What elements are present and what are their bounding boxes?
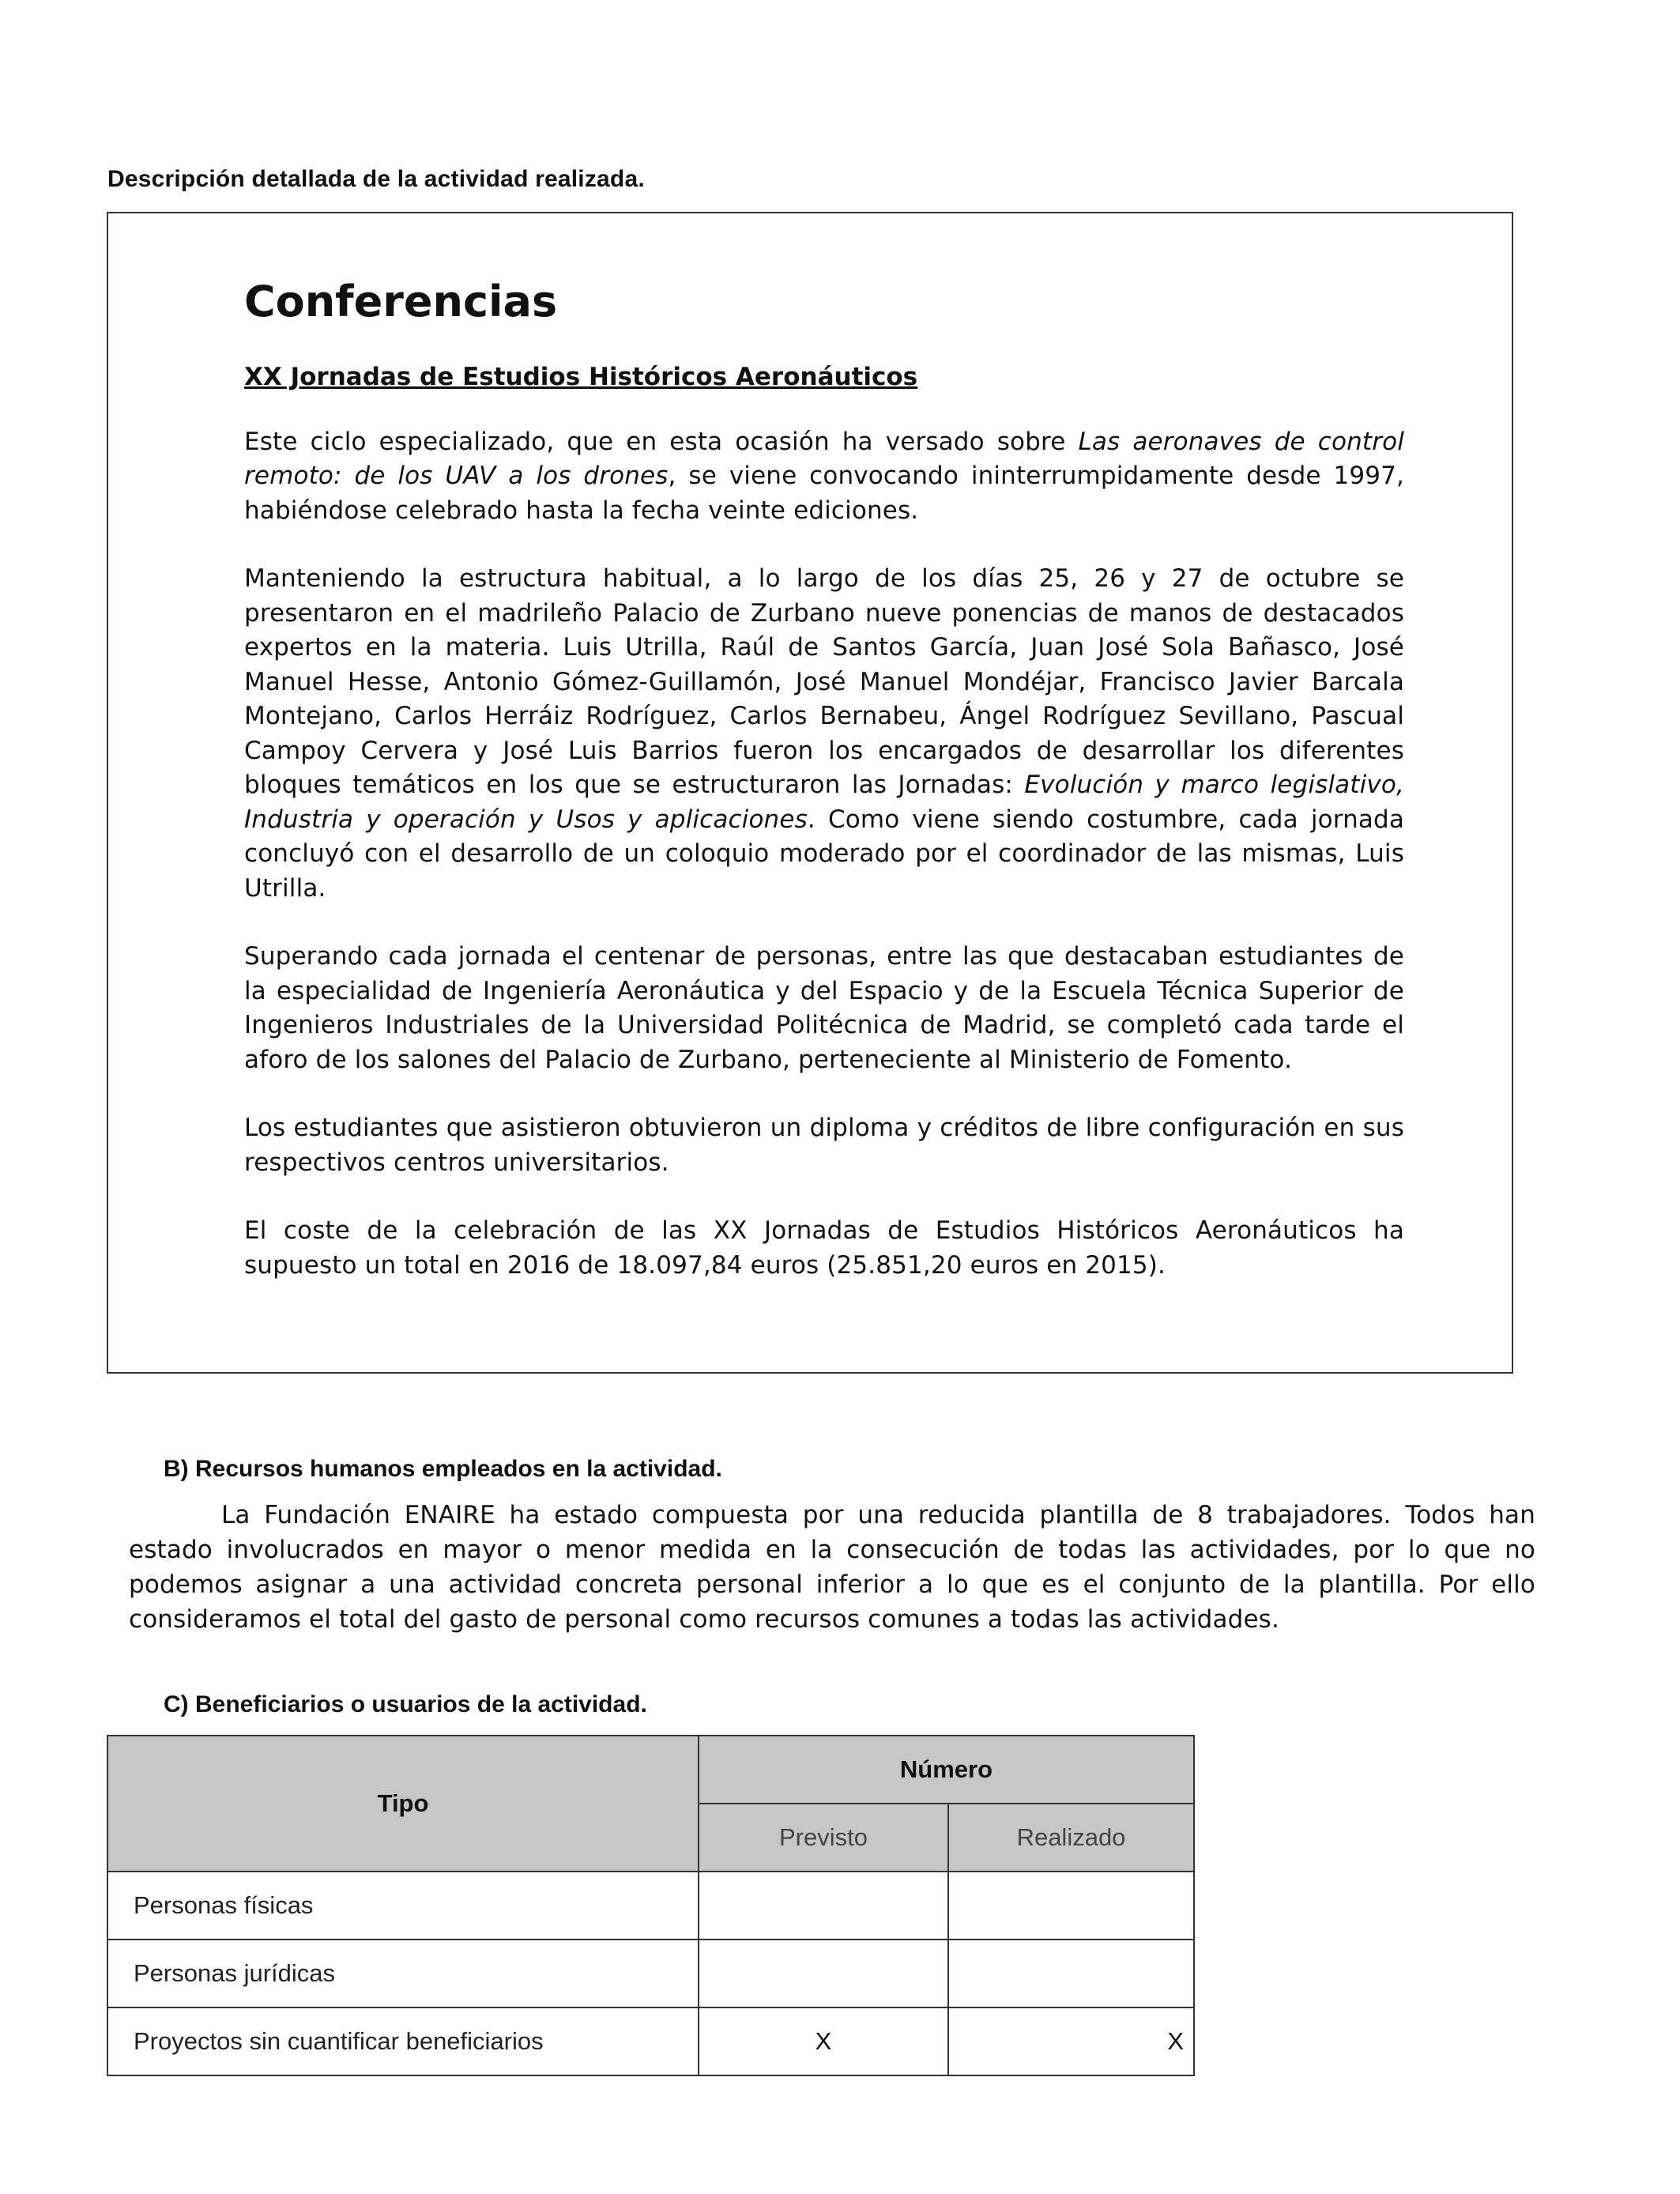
row-tipo: Proyectos sin cuantificar beneficiarios	[107, 2007, 699, 2075]
table-header-row	[107, 1736, 1194, 1804]
row-previsto: X	[699, 2007, 948, 2075]
row-realizado: X	[948, 2007, 1194, 2075]
header-tipo: Tipo	[107, 1736, 699, 1872]
paragraph-cycle-text-b: , se viene convocando ininterrumpidamente desde 1997, habiéndose celebrado hasta la fecha veinte ediciones.	[244, 462, 1404, 525]
header-realizado: Realizado	[948, 1804, 1194, 1872]
beneficiaries-table	[107, 1735, 1195, 2076]
header-previsto: Previsto	[699, 1804, 948, 1872]
paragraph-attendance: Superando cada jornada el centenar de personas, entre las que destacaban estudiantes de la especialidad de Ingeniería Aeronáutica y del Espacio y de la Escuela Técnica Superior de Ingenieros Industriales de la Universidad Politécnica de Madrid, se completó cada tarde el aforo de los salones del Palacio de Zurbano, perteneciente al Ministerio de Fomento.	[244, 942, 1404, 1074]
section-b-text: La Fundación ENAIRE ha estado compuesta por una reducida plantilla de 8 trabajadores. Todos han estado involucrados en mayor o menor medida en la consecución de todas las actividades, por lo que no podemos asignar a una actividad concreta personal inferior a lo que es el conjunto de la plantilla. Por ello consideramos el total del gasto de personal como recursos comunes a todas las actividades.	[129, 1501, 1535, 1634]
row-previsto	[699, 1872, 948, 1940]
description-heading: Descripción detallada de la actividad realizada.	[107, 166, 645, 192]
section-b-heading: B) Recursos humanos empleados en la actividad.	[164, 1456, 722, 1482]
paragraph-cost: El coste de la celebración de las XX Jornadas de Estudios Históricos Aeronáuticos ha supuesto un total en 2016 de 18.097,84 euros (25.851,20 euros en 2015).	[244, 1216, 1404, 1280]
paragraph-diploma: Los estudiantes que asistieron obtuvieron un diploma y créditos de libre configuración en sus respectivos centros universitarios.	[244, 1114, 1404, 1177]
row-realizado	[948, 1872, 1194, 1940]
table-row	[107, 1940, 1194, 2007]
activity-description-content	[244, 277, 1404, 1317]
row-previsto	[699, 1940, 948, 2007]
paragraph-speakers-blocks: Evolución y marco legislativo, Industria y operación y Usos y aplicaciones	[244, 771, 1404, 834]
paragraph-cycle	[244, 425, 1404, 529]
section-b-paragraph	[129, 1498, 1535, 1637]
row-tipo: Personas físicas	[107, 1872, 699, 1940]
conference-title: Conferencias	[244, 277, 558, 326]
conference-subtitle: XX Jornadas de Estudios Históricos Aeronáuticos	[244, 362, 918, 391]
paragraph-speakers	[244, 562, 1404, 906]
activity-description-box	[107, 212, 1513, 1374]
header-numero: Número	[699, 1736, 1194, 1804]
table-row	[107, 1872, 1194, 1940]
table-row	[107, 2007, 1194, 2075]
section-c-heading: C) Beneficiarios o usuarios de la actividad.	[164, 1691, 647, 1717]
row-realizado	[948, 1940, 1194, 2007]
paragraph-speakers-text-a: Manteniendo la estructura habitual, a lo largo de los días 25, 26 y 27 de octubre se presentaron en el madrileño Palacio de Zurbano nueve ponencias de manos de destacados expertos en la materia. Luis Utrilla, Raúl de Santos García, Juan José Sola Bañasco, José Manuel Hesse, Antonio Gómez-Guillamón, José Manuel Mondéjar, Francisco Javier Barcala Montejano, Carlos Herráiz Rodríguez, Carlos Bernabeu, Ángel Rodríguez Sevillano, Pascual Campoy Cervera y José Luis Barrios fueron los encargados de desarrollar los diferentes bloques temáticos en los que se estructuraron las Jornadas:	[244, 564, 1404, 800]
paragraph-cycle-text-a: Este ciclo especializado, que en esta ocasión ha versado sobre	[244, 427, 1079, 456]
paragraph-speakers-text-b: . Como viene siendo costumbre, cada jornada concluyó con el desarrollo de un coloquio moderado por el coordinador de las mismas, Luis Utrilla.	[244, 805, 1404, 903]
row-tipo: Personas jurídicas	[107, 1940, 699, 2007]
paragraph-cycle-theme: Las aeronaves de control remoto: de los UAV a los drones	[244, 427, 1404, 491]
